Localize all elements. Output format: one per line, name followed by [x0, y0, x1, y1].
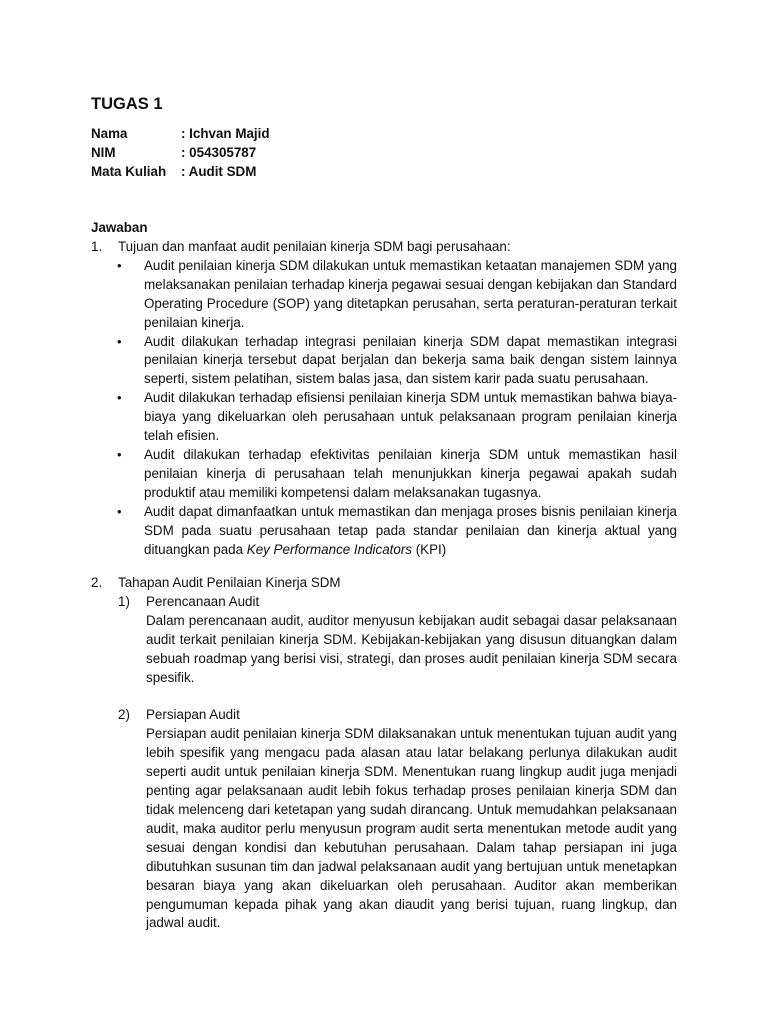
info-row-nama: [91, 125, 270, 144]
bullet-icon: •: [117, 446, 122, 462]
section-heading: Tujuan dan manfaat audit penilaian kinerja SDM bagi perusahaan:: [118, 239, 511, 254]
sub-item-body: Persiapan audit penilaian kinerja SDM dilaksanakan untuk menentukan tujuan audit yang lebih spesifik yang mengacu pada alasan atau latar belakang perlunya dilakukan audit seperti audit untuk penilaian kinerja SDM. Menentukan ruang lingkup audit juga menjadi penting agar pelaksanaan audit lebih fokus terhadap proses penilaian kinerja SDM dan tidak melenceng dari ketetapan yang sudah dirancang. Untuk memudahkan pelaksanaan audit, maka auditor perlu menyusun program audit serta menentukan metode audit yang sesuai dengan kondisi dan kebutuhan perusahaan. Dalam tahap persiapan ini juga dibutuhkan susunan tim dan jadwal pelaksanaan audit yang bertujuan untuk menetapkan besaran biaya yang akan dikeluarkan oleh perusahaan. Auditor akan memberikan pengumuman kepada pihak yang akan diaudit yang berisi tujuan, ruang lingkup, dan jadwal audit.: [146, 726, 677, 931]
answer-heading: Jawaban: [91, 220, 148, 235]
section-number: 2.: [91, 575, 103, 590]
info-value: : Audit SDM: [181, 163, 257, 179]
bullet-icon: •: [117, 390, 122, 406]
sub-item-number: 1): [118, 593, 130, 609]
sub-item-title: Perencanaan Audit: [146, 593, 260, 609]
section-1-heading-row: [91, 238, 677, 257]
list-item: [91, 257, 677, 333]
bullet-text: Audit penilaian kinerja SDM dilakukan untuk memastikan ketaatan manajemen SDM yang melaksanakan penilaian terhadap kinerja pegawai sesuai dengan kebijakan dan Standard Operating Procedure (SOP) yang ditetapkan perusahan, serta peraturan-peraturan terkait penilaian kinerja.: [144, 257, 677, 330]
section-2-heading-row: [91, 574, 677, 593]
info-row-nim: [91, 144, 270, 163]
list-item: [91, 446, 677, 503]
bullet-list: [91, 257, 677, 560]
sub-item-title: Persiapan Audit: [146, 707, 240, 723]
info-value: : 054305787: [181, 144, 257, 160]
bullet-text-before: Audit dapat dimanfaatkan untuk memastikan dan menjaga proses bisnis penilaian kinerja SDM pada suatu perusahaan tetap pada standar penilaian dan kinerja aktual yang dituangkan pada: [144, 503, 677, 557]
bullet-text-after: (KPI): [412, 541, 447, 557]
bullet-text: [144, 503, 677, 560]
sub-item-body: Dalam perencanaan audit, auditor menyusun kebijakan audit sebagai dasar pelaksanaan audit terkait penilaian kinerja SDM. Kebijakan-kebijakan yang disusun dituangkan dalam sebuah roadmap yang berisi visi, strategi, dan proses audit penilaian kinerja SDM secara spesifik.: [146, 612, 677, 685]
sub-item-heading: [118, 593, 677, 612]
bullet-icon: •: [117, 503, 122, 519]
bullet-text: Audit dilakukan terhadap efisiensi penilaian kinerja SDM untuk memastikan bahwa biaya-biaya yang dikeluarkan oleh perusahaan untuk pelaksanaan program penilaian kinerja telah efisien.: [144, 390, 677, 444]
section-number: 1.: [91, 239, 103, 254]
section-2: [91, 574, 677, 933]
document-title: TUGAS 1: [91, 95, 163, 113]
bullet-icon: •: [117, 257, 122, 273]
kpi-italic-text: Key Performance Indicators: [246, 541, 412, 557]
sub-item-perencanaan: [118, 593, 677, 688]
info-label: Mata Kuliah: [91, 163, 167, 179]
sub-item-number: 2): [118, 707, 130, 723]
spacer: [91, 687, 677, 706]
section-heading: Tahapan Audit Penilaian Kinerja SDM: [118, 575, 341, 590]
sub-item-persiapan: [118, 706, 677, 933]
bullet-text: Audit dilakukan terhadap integrasi penilaian kinerja SDM dapat memastikan integrasi penilaian kinerja tersebut dapat berjalan dan bekerja sama baik dengan sistem lainnya seperti, sistem pelatihan, sistem balas jasa, dan sistem karir pada suatu perusahaan.: [144, 333, 677, 387]
section-1: [91, 238, 677, 559]
info-value: : Ichvan Majid: [181, 126, 270, 141]
info-row-mata-kuliah: [91, 163, 270, 182]
list-item: [91, 333, 677, 390]
sub-item-heading: [118, 706, 677, 725]
info-label: Nama: [91, 126, 128, 141]
bullet-text: Audit dilakukan terhadap efektivitas penilaian kinerja SDM untuk memastikan hasil penilaian kinerja di perusahaan telah menunjukkan kinerja pegawai apakah sudah produktif atau memiliki kompetensi dalam melaksanakan tugasnya.: [144, 446, 677, 500]
bullet-icon: •: [117, 333, 122, 349]
list-item: [91, 503, 677, 560]
student-info: [91, 125, 270, 182]
list-item: [91, 389, 677, 446]
info-label: NIM: [91, 144, 116, 160]
